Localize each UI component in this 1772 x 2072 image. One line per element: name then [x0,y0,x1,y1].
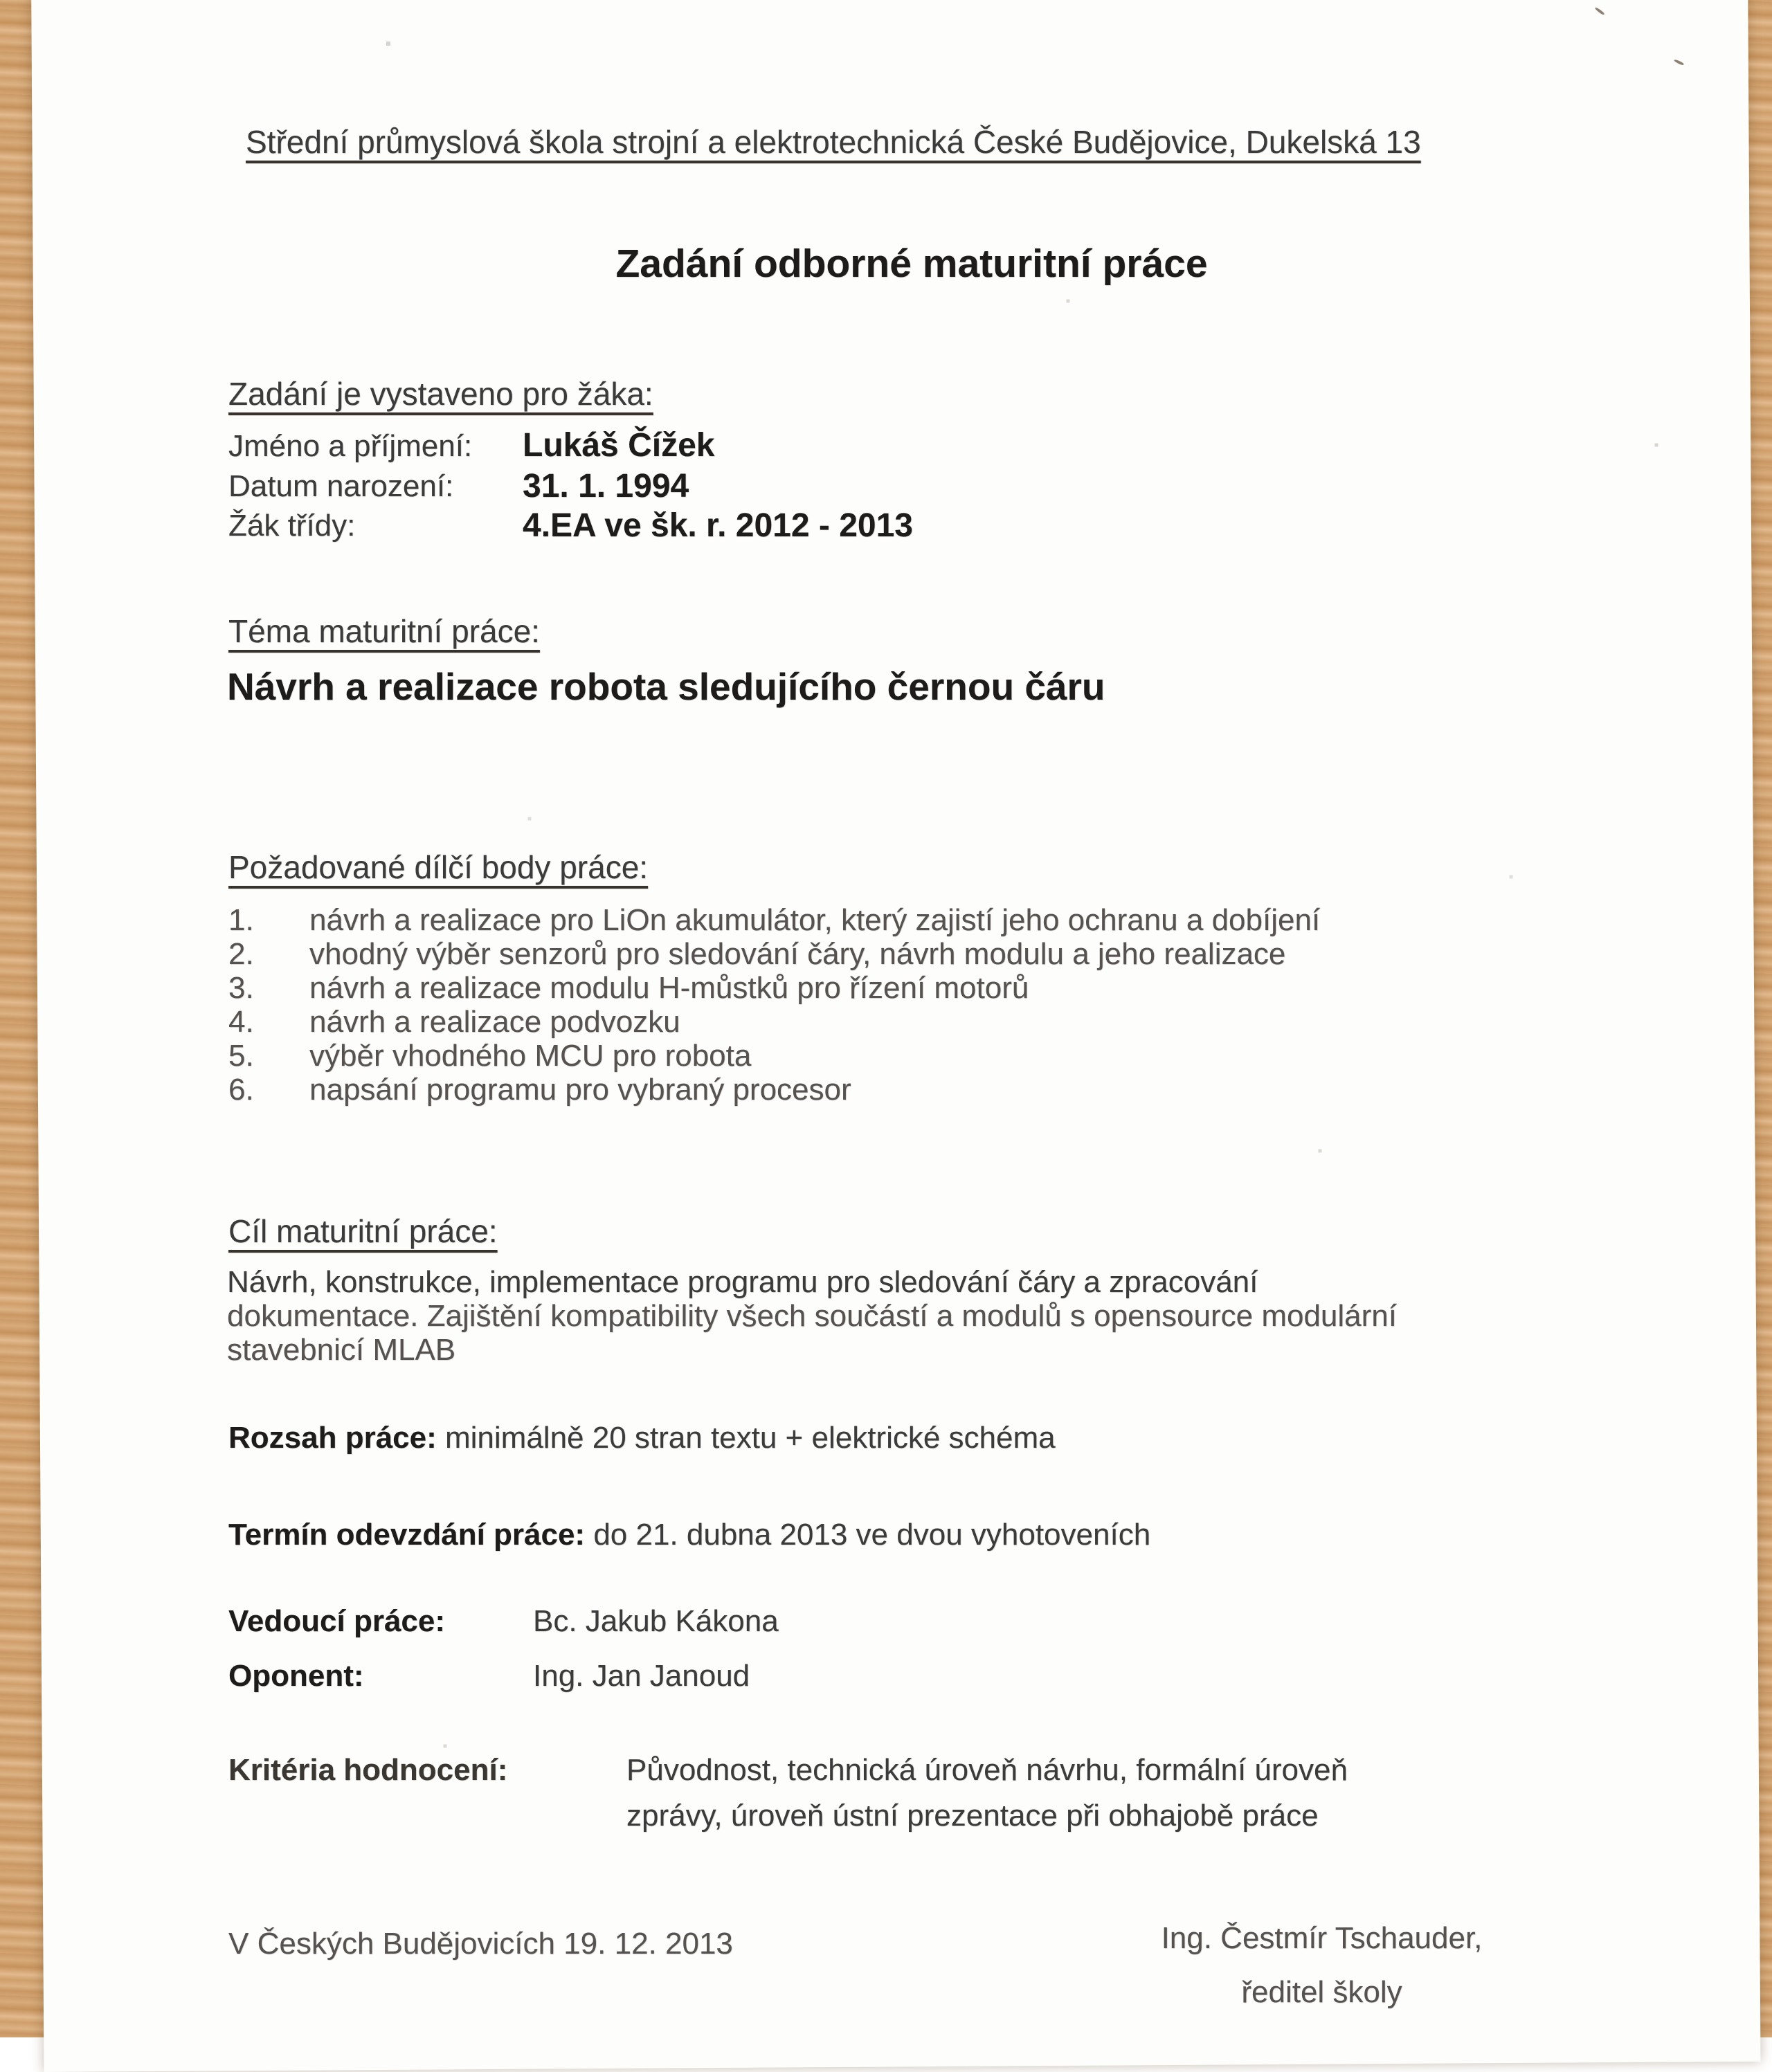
list-item-text: návrh a realizace modulu H-můstků pro řízení motorů [309,971,1029,1005]
criteria-line: Původnost, technická úroveň návrhu, formální úroveň [626,1753,1348,1787]
birth-date-label: Datum narození: [228,469,454,503]
supervisor-label: Vedoucí práce: [228,1604,446,1638]
birth-date-value: 31. 1. 1994 [523,468,689,505]
class-label: Žák třídy: [228,509,356,543]
list-item-number: 5. [228,1039,254,1073]
list-item-text: návrh a realizace pro LiOn akumulátor, který zajistí jeho ochranu a dobíjení [309,903,1321,937]
student-section-heading: Zadání je vystaveno pro žáka: [228,376,653,412]
supervisor-value: Bc. Jakub Kákona [533,1604,779,1638]
criteria-line: zprávy, úroveň ústní prezentace při obhajobě práce [626,1799,1319,1833]
scope-value: minimálně 20 stran textu + elektrické schéma [436,1421,1056,1455]
signer-title: ředitel školy [1241,1975,1402,2009]
list-item-number: 2. [228,937,254,971]
criteria-label: Kritéria hodnocení: [228,1753,508,1787]
list-item-text: návrh a realizace podvozku [309,1005,680,1039]
student-name-value: Lukáš Čížek [523,427,715,464]
class-value: 4.EA ve šk. r. 2012 - 2013 [523,507,913,544]
list-item-number: 1. [228,903,254,937]
signer-name: Ing. Čestmír Tschauder, [1161,1921,1483,1955]
list-item-text: napsání programu pro vybraný procesor [309,1073,851,1107]
requirements-heading: Požadované dílčí body práce: [228,849,649,885]
scope-label: Rozsah práce: [228,1421,437,1455]
goal-paragraph-line: dokumentace. Zajištění kompatibility všech součástí a modulů s opensource modulární [227,1299,1397,1333]
opponent-value: Ing. Jan Janoud [533,1659,750,1693]
scope-line [228,1421,1056,1455]
footer-place-date: V Českých Budějovicích 19. 12. 2013 [228,1927,733,1961]
document-title: Zadání odborné maturitní práce [615,242,1208,286]
school-header: Střední průmyslová škola strojní a elektrotechnická České Budějovice, Dukelská 13 [246,124,1421,160]
list-item-text: vhodný výběr senzorů pro sledování čáry, návrh modulu a jeho realizace [309,937,1286,971]
goal-paragraph-line: Návrh, konstrukce, implementace programu pro sledování čáry a zpracování [227,1265,1258,1299]
deadline-label: Termín odevzdání práce: [228,1518,586,1552]
opponent-label: Oponent: [228,1659,364,1693]
thesis-topic-title: Návrh a realizace robota sledujícího černou čáru [227,665,1105,708]
goal-paragraph-line: stavebnicí MLAB [227,1333,456,1367]
topic-section-heading: Téma maturitní práce: [228,613,540,649]
goal-section-heading: Cíl maturitní práce: [228,1213,498,1249]
list-item-number: 6. [228,1073,254,1107]
list-item-number: 3. [228,971,254,1005]
list-item-number: 4. [228,1005,254,1039]
list-item-text: výběr vhodného MCU pro robota [309,1039,752,1073]
signature-block [1133,1921,1510,2010]
student-name-label: Jméno a příjmení: [228,429,473,463]
deadline-value: do 21. dubna 2013 ve dvou vyhotoveních [585,1518,1151,1552]
deadline-line [228,1518,1150,1552]
